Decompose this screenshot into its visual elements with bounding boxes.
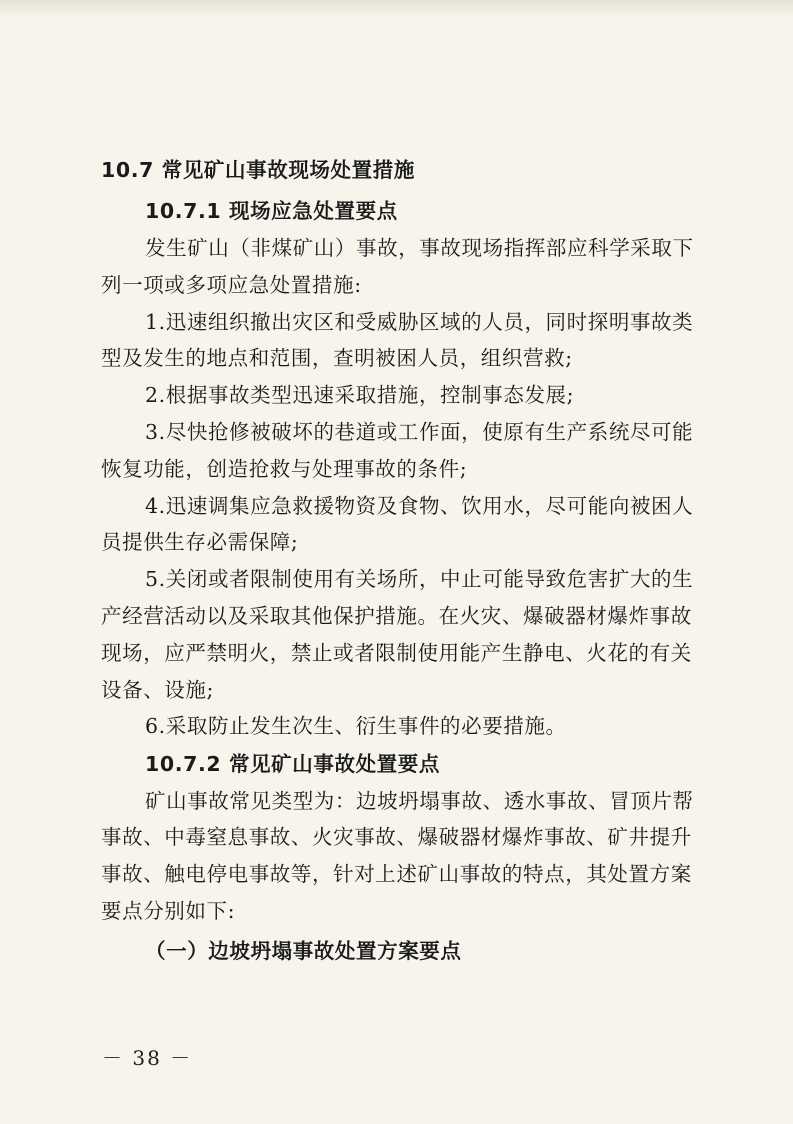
page-number: － 38 －	[102, 1046, 193, 1070]
body-line: 产经营活动以及采取其他保护措施。在火灾、爆破器材爆炸事故	[101, 604, 692, 628]
body-line: 1.迅速组织撤出灾区和受威胁区域的人员，同时探明事故类	[145, 310, 694, 334]
body-line: 事故、中毒窒息事故、火灾事故、爆破器材爆炸事故、矿井提升	[101, 825, 692, 849]
body-line: 6.采取防止发生次生、衍生事件的必要措施。	[145, 714, 567, 738]
body-line: 设备、设施;	[101, 678, 215, 702]
subsection-title-10-7-1: 10.7.1 现场应急处置要点	[145, 199, 398, 223]
body-line: 2.根据事故类型迅速采取措施，控制事态发展;	[145, 383, 575, 407]
body-line: 5.关闭或者限制使用有关场所，中止可能导致危害扩大的生	[145, 567, 694, 591]
subsection-title-boundary-collapse: （一）边坡坍塌事故处置方案要点	[145, 939, 462, 963]
section-title: 10.7 常见矿山事故现场处置措施	[101, 158, 415, 182]
body-line: 型及发生的地点和范围，查明被困人员，组织营救;	[101, 346, 573, 370]
scan-edge	[0, 0, 793, 18]
body-line: 列一项或多项应急处置措施:	[101, 273, 362, 297]
body-line: 事故、触电停电事故等，针对上述矿山事故的特点，其处置方案	[101, 862, 692, 886]
body-line: 矿山事故常见类型为：边坡坍塌事故、透水事故、冒顶片帮	[145, 789, 694, 813]
body-line: 要点分别如下:	[101, 899, 236, 923]
subsection-title-10-7-2: 10.7.2 常见矿山事故处置要点	[145, 752, 440, 776]
body-line: 现场，应严禁明火，禁止或者限制使用能产生静电、火花的有关	[101, 641, 692, 665]
body-line: 恢复功能，创造抢救与处理事故的条件;	[101, 457, 468, 481]
body-line: 3.尽快抢修被破坏的巷道或工作面，使原有生产系统尽可能	[145, 420, 694, 444]
body-line: 发生矿山（非煤矿山）事故，事故现场指挥部应科学采取下	[145, 236, 694, 260]
body-line: 4.迅速调集应急救援物资及食物、饮用水，尽可能向被困人	[145, 494, 694, 518]
body-line: 员提供生存必需保障;	[101, 530, 299, 554]
